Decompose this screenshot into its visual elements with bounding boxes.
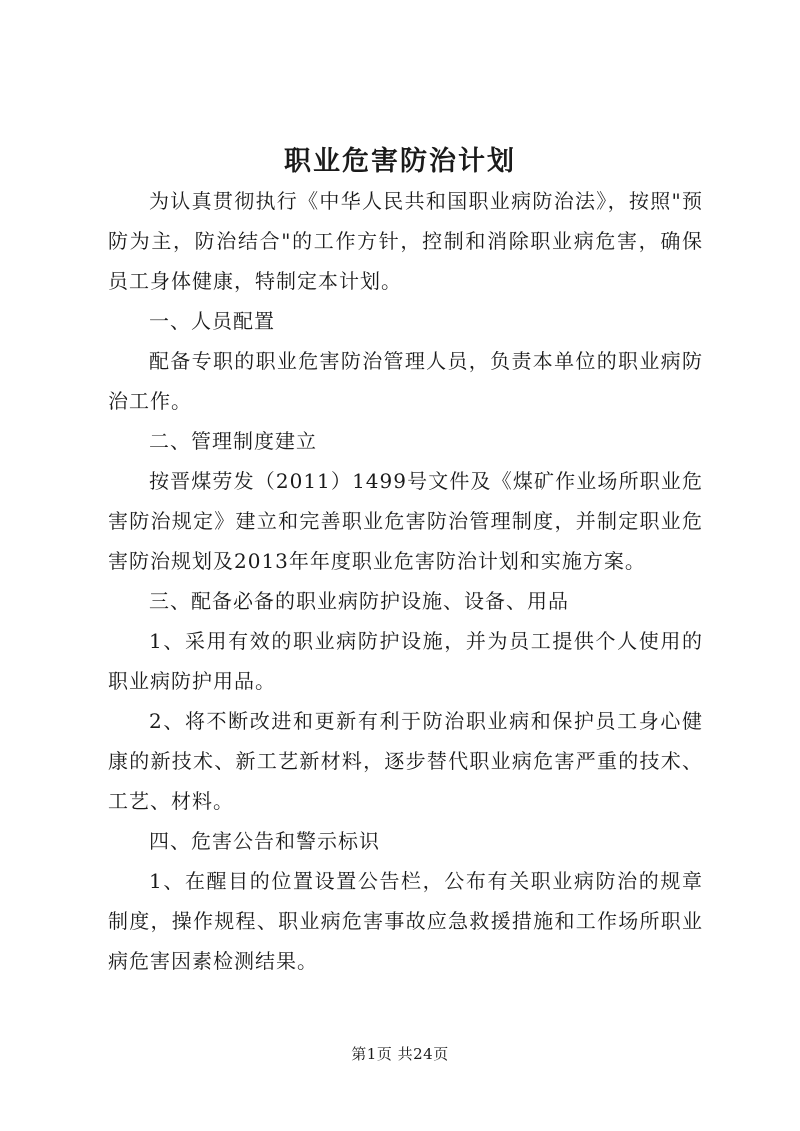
section-heading-4: 四、危害公告和警示标识	[149, 829, 380, 853]
page-footer: 第1页 共24页	[351, 1045, 449, 1063]
section-3-item-1: 1、采用有效的职业病防护设施，并为员工提供个人使用的职业病防护用品。	[108, 629, 703, 693]
document-body	[108, 181, 703, 981]
section-heading-3: 三、配备必备的职业病防护设施、设备、用品	[149, 589, 569, 613]
section-heading-1: 一、人员配置	[149, 309, 275, 333]
section-4-item-1: 1、在醒目的位置设置公告栏，公布有关职业病防治的规章制度，操作规程、职业病危害事故应急救援措施和工作场所职业病危害因素检测结果。	[108, 869, 703, 973]
document-title: 职业危害防治计划	[284, 146, 516, 177]
section-1-paragraph: 配备专职的职业危害防治管理人员，负责本单位的职业病防治工作。	[108, 349, 703, 413]
section-2-paragraph: 按晋煤劳发（2011）1499号文件及《煤矿作业场所职业危害防治规定》建立和完善职业危害防治管理制度，并制定职业危害防治规划及2013年年度职业危害防治计划和实施方案。	[108, 469, 703, 573]
intro-paragraph: 为认真贯彻执行《中华人民共和国职业病防治法》，按照"预防为主，防治结合"的工作方针，控制和消除职业病危害，确保员工身体健康，特制定本计划。	[108, 189, 703, 293]
section-heading-2: 二、管理制度建立	[149, 429, 317, 453]
section-3-item-2: 2、将不断改进和更新有利于防治职业病和保护员工身心健康的新技术、新工艺新材料，逐步替代职业病危害严重的技术、工艺、材料。	[108, 709, 703, 813]
